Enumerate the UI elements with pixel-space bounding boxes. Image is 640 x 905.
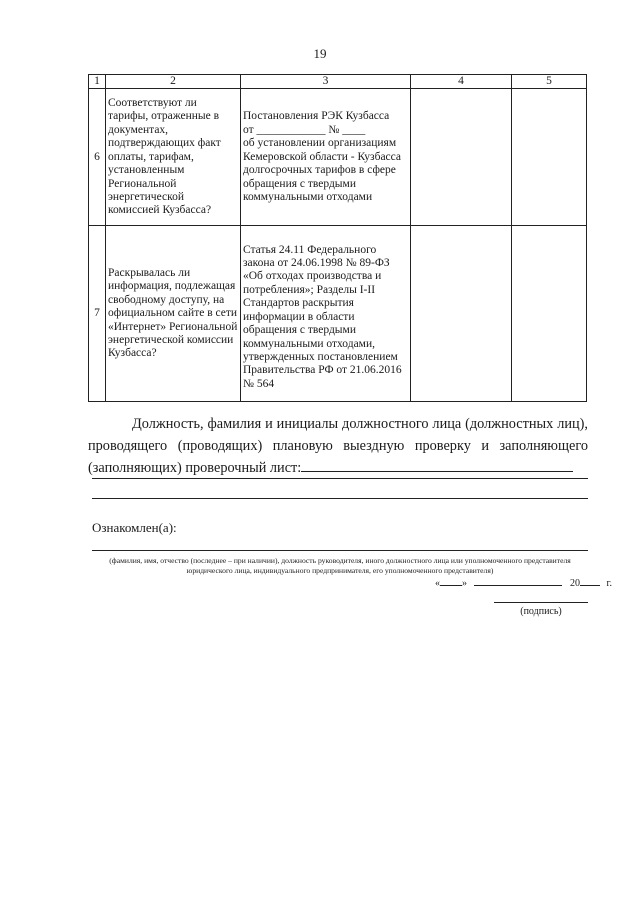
official-text: Должность, фамилия и инициалы должностного лица (должностных лиц), проводящего (проводящих) плановую выездную проверку и заполняющего (заполняющих) проверочный лист: bbox=[88, 416, 588, 476]
reference-line: Постановления РЭК Кузбасса bbox=[243, 110, 390, 123]
date-close-quote: » bbox=[462, 578, 468, 589]
blank-number: ____ bbox=[342, 123, 366, 136]
note-cell[interactable] bbox=[512, 89, 587, 226]
reference-cell bbox=[241, 89, 411, 226]
year-blank[interactable] bbox=[580, 576, 600, 586]
header-cell: 4 bbox=[411, 75, 512, 89]
official-fill-line-2[interactable] bbox=[92, 478, 588, 479]
question-cell: Раскрывалась ли информация, подлежащая свободному доступу, на официальном сайте в сети «Интернет» Региональной энергетической комиссии Кузбасса? bbox=[106, 226, 241, 402]
header-cell: 5 bbox=[512, 75, 587, 89]
acknowledged-fill-line[interactable] bbox=[92, 550, 588, 551]
answer-cell[interactable] bbox=[411, 226, 512, 402]
reference-text: об установлении организациям Кемеровской области - Кузбасса долгосрочных тарифов в сфере обращения с твердыми коммунальными отходами bbox=[243, 137, 401, 203]
row-number: 7 bbox=[89, 226, 106, 402]
reference-from: от bbox=[243, 123, 254, 136]
reference-cell: Статья 24.11 Федерального закона от 24.06.1998 № 89-ФЗ «Об отходах производства и потребления»; Разделы I-II Стандартов раскрытия информации в области обращения с твердыми коммунальными отходами, утвержденных постановлением Правительства РФ от 21.06.2016 № 564 bbox=[241, 226, 411, 402]
acknowledged-label: Ознакомлен(а): bbox=[92, 520, 177, 535]
month-blank[interactable] bbox=[474, 576, 562, 586]
header-cell: 1 bbox=[89, 75, 106, 89]
acknowledged-caption: (фамилия, имя, отчество (последнее – при наличии), должность руководителя, иного должностного лица или уполномоченного представителя юридического лица, индивидуального предпринимателя, его уполномоченного представителя) bbox=[109, 556, 571, 575]
official-paragraph bbox=[88, 413, 588, 479]
date-line bbox=[0, 576, 612, 589]
year-suffix: г. bbox=[606, 578, 612, 589]
number-sign: № bbox=[328, 123, 340, 136]
table-row bbox=[89, 226, 587, 402]
answer-cell[interactable] bbox=[411, 89, 512, 226]
page-number: 19 bbox=[313, 46, 327, 61]
note-cell[interactable] bbox=[512, 226, 587, 402]
date-open-quote: « bbox=[435, 578, 441, 589]
signature-line[interactable] bbox=[494, 602, 588, 603]
year-prefix: 20 bbox=[570, 578, 581, 589]
header-cell: 2 bbox=[106, 75, 241, 89]
header-cell: 3 bbox=[241, 75, 411, 89]
row-number: 6 bbox=[89, 89, 106, 226]
question-cell: Соответствуют ли тарифы, отраженные в документах, подтверждающих факт оплаты, тарифам, установленным Региональной энергетической комиссией Кузбасса? bbox=[106, 89, 241, 226]
blank-date: ____________ bbox=[256, 123, 326, 136]
table-header-row bbox=[89, 75, 587, 89]
official-section bbox=[88, 413, 588, 479]
official-fill-line[interactable] bbox=[301, 457, 573, 472]
signature-label: (подпись) bbox=[520, 606, 562, 617]
day-blank[interactable] bbox=[440, 576, 462, 586]
checklist-table bbox=[88, 74, 587, 402]
official-fill-line-3[interactable] bbox=[92, 498, 588, 499]
table-row bbox=[89, 89, 587, 226]
